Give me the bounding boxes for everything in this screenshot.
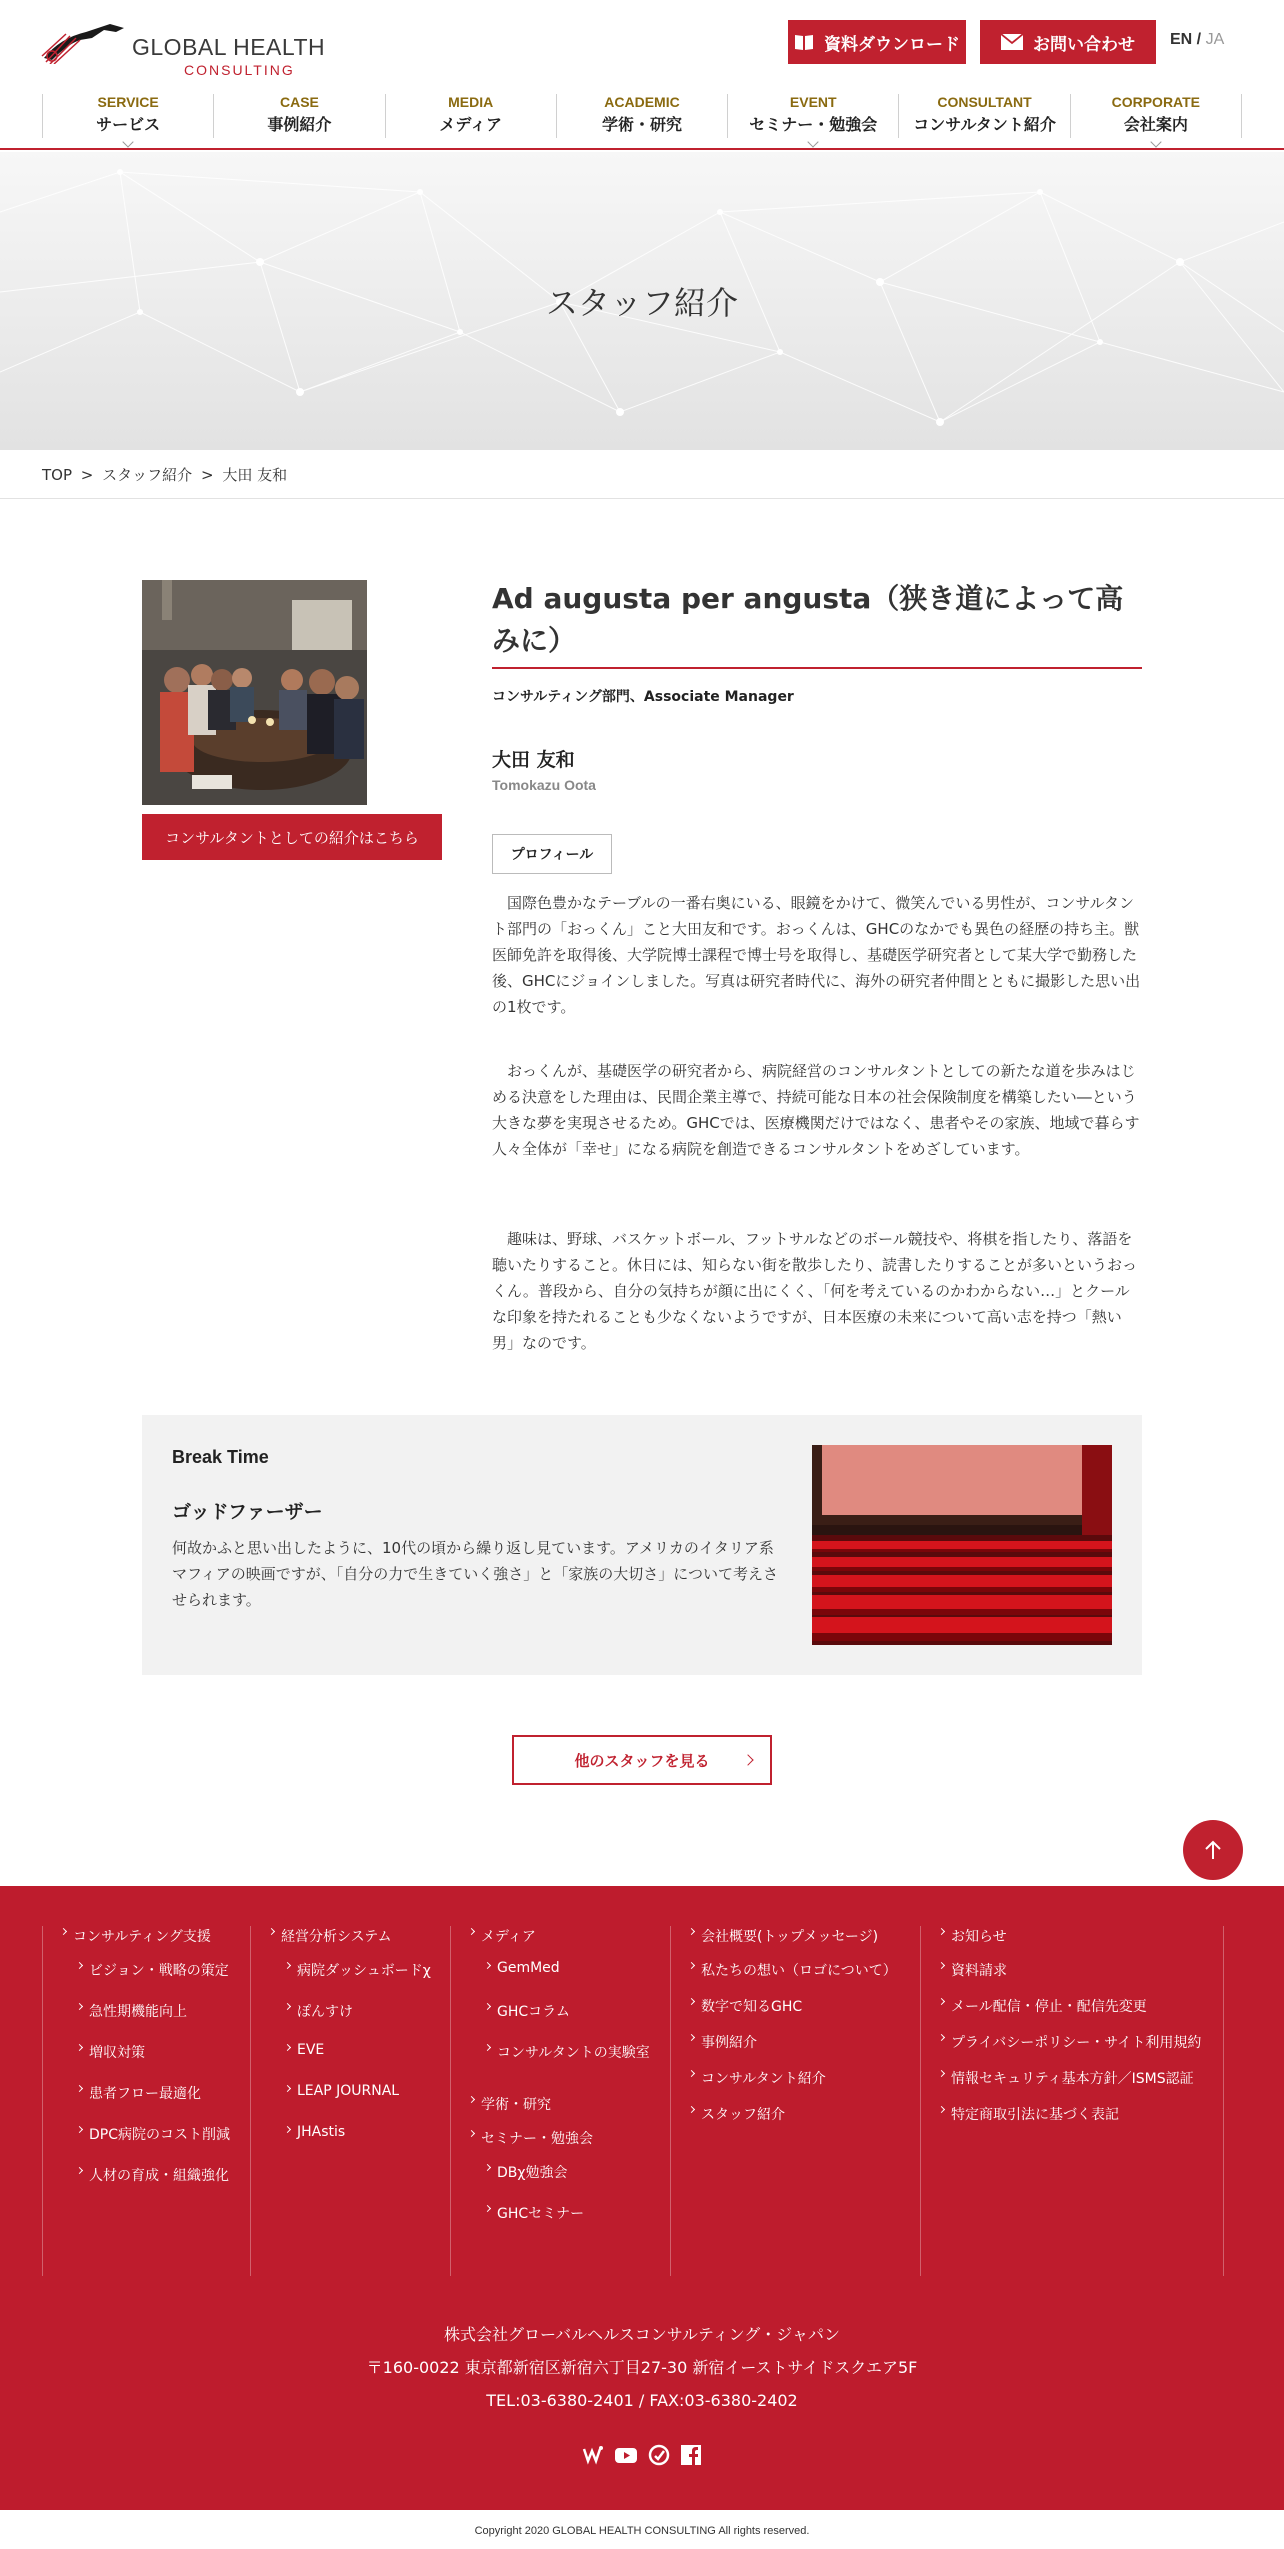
nav-ja-label: 事例紹介 — [267, 115, 332, 134]
break-time-box — [142, 1415, 1142, 1675]
breadcrumb-staff-link[interactable]: スタッフ紹介 — [102, 466, 193, 484]
department-title: コンサルティング部門、Associate Manager — [492, 689, 794, 705]
footer-column-systems — [250, 1926, 450, 2276]
staff-name-ja: 大田 友和 — [492, 749, 575, 771]
footer-link[interactable]: メール配信・停止・配信先変更 — [939, 1996, 1147, 2016]
company-name: 株式会社グローバルヘルスコンサルティング・ジャパン — [443, 2325, 840, 2344]
footer-link[interactable]: 数字で知るGHC — [689, 1996, 802, 2016]
company-phone: TEL:03-6380-2401 / FAX:03-6380-2402 — [486, 2391, 798, 2410]
breadcrumb-separator: > — [200, 466, 214, 484]
download-label: 資料ダウンロード — [824, 34, 960, 55]
footer-link[interactable]: 経営分析システム — [269, 1926, 392, 1946]
footer-link[interactable]: 情報セキュリティ基本方針／ISMS認証 — [939, 2068, 1194, 2088]
breadcrumb-separator: > — [80, 466, 94, 484]
footer-link[interactable]: コンサルタント紹介 — [689, 2068, 826, 2088]
book-icon — [794, 33, 814, 51]
contact-button[interactable] — [980, 20, 1156, 64]
nav-en-label: CASE — [279, 94, 319, 110]
nav-en-label: CORPORATE — [1111, 94, 1201, 110]
download-button[interactable] — [788, 20, 966, 64]
bio-paragraph: 国際色豊かなテーブルの一番右奥にいる、眼鏡をかけて、微笑んでいる男性が、コンサルタント部門の「おっくん」こと大田友和です。おっくんは、GHCのなかでも異色の経歴の持ち主。獣医師免許を取得後、大学院博士課程で博士号を取得し、基礎医学研究者として某大学で勤務した後、GHCにジョインしました。写真は研究者時代に、海外の研究者仲間とともに撮影した思い出の1枚です。 — [492, 894, 1141, 1016]
footer-link[interactable]: お知らせ — [939, 1926, 1007, 1946]
nav-ja-label: 学術・研究 — [601, 115, 682, 134]
nav-en-label: CONSULTANT — [937, 94, 1032, 110]
nav-item-case[interactable] — [213, 94, 384, 138]
profile-section-label: プロフィール — [492, 834, 612, 874]
contact-label: お問い合わせ — [1033, 34, 1135, 55]
company-address: 〒160-0022 東京都新宿区新宿六丁目27-30 新宿イーストサイドスクエア5F — [366, 2358, 918, 2377]
breadcrumb — [42, 464, 287, 485]
footer-column-media — [450, 1926, 670, 2276]
theater-image — [812, 1445, 1112, 1645]
footer-column-info — [920, 1926, 1224, 2276]
main-nav — [42, 94, 1242, 138]
footer-link[interactable]: 急性期機能向上 — [77, 2001, 187, 2021]
nav-ja-label: 会社案内 — [1123, 115, 1188, 134]
facebook-icon[interactable] — [680, 2444, 702, 2466]
nav-ja-label: サービス — [96, 115, 161, 134]
nav-ja-label: コンサルタント紹介 — [913, 115, 1056, 134]
youtube-icon[interactable] — [614, 2444, 638, 2466]
company-info — [0, 2318, 1284, 2417]
group-photo-image — [142, 580, 367, 805]
page-hero — [0, 152, 1284, 450]
site-header — [0, 0, 1284, 150]
breadcrumb-current: 大田 友和 — [222, 466, 288, 484]
wantedly-icon[interactable] — [582, 2444, 604, 2466]
breadcrumb-divider — [0, 498, 1284, 499]
nav-item-corporate[interactable] — [1070, 94, 1242, 138]
footer-link[interactable]: 人材の育成・組織強化 — [77, 2165, 229, 2185]
footer-link[interactable]: JHAstis — [285, 2124, 345, 2140]
nav-item-event[interactable] — [727, 94, 898, 138]
nav-en-label: SERVICE — [97, 94, 159, 110]
footer-link[interactable]: LEAP JOURNAL — [285, 2083, 399, 2099]
consultant-intro-button[interactable]: コンサルタントとしての紹介はこちら — [142, 814, 442, 860]
footer-link[interactable]: 資料請求 — [939, 1960, 1007, 1980]
footer-link[interactable]: ぽんすけ — [285, 2001, 353, 2021]
more-staff-button[interactable] — [512, 1735, 772, 1785]
chevron-down-icon — [808, 136, 819, 147]
footer-link[interactable]: コンサルティング支援 — [61, 1926, 211, 1946]
lang-ja-link[interactable]: JA — [1205, 31, 1225, 48]
chevron-down-icon — [122, 136, 133, 147]
chevron-right-icon — [742, 1754, 753, 1765]
chevron-down-icon — [1150, 136, 1161, 147]
nav-item-service[interactable] — [42, 94, 213, 138]
nav-en-label: ACADEMIC — [604, 94, 680, 110]
site-logo[interactable] — [40, 18, 326, 78]
logo-subtext: CONSULTING — [184, 62, 295, 78]
break-time-text: 何故かふと思い出したように、10代の頃から繰り返し見ています。アメリカのイタリア系マフィアの映画ですが、「自分の力で生きていく強さ」と「家族の大切さ」について考えさせられます。 — [172, 1539, 779, 1609]
footer-column-company — [670, 1926, 920, 2276]
headline-divider — [492, 667, 1142, 669]
footer-link[interactable]: 患者フロー最適化 — [77, 2083, 201, 2103]
footer-link[interactable]: 事例紹介 — [689, 2032, 757, 2052]
footer-link[interactable]: EVE — [285, 2042, 324, 2058]
bio-paragraph: おっくんが、基礎医学の研究者から、病院経営のコンサルタントとしての新たな道を歩みはじめる決意をした理由は、民間企業主導で、持続可能な日本の社会保険制度を構築したい―という大きな夢を実現させるため。GHCでは、医療機関だけではなく、患者やその家族、地域で暮らす人々全体が「幸せ」になる病院を創造できるコンサルタントをめざしています。 — [492, 1062, 1140, 1158]
back-to-top-button[interactable] — [1183, 1820, 1243, 1880]
nav-item-media[interactable] — [385, 94, 556, 138]
footer-link[interactable]: コンサルタントの実験室 — [485, 2042, 650, 2062]
footer-link[interactable]: 学術・研究 — [469, 2094, 551, 2114]
nav-item-consultant[interactable] — [898, 94, 1069, 138]
lang-separator: / — [1192, 31, 1206, 48]
footer-link[interactable]: 私たちの想い（ロゴについて） — [689, 1960, 897, 1980]
footer-link[interactable]: GHCセミナー — [485, 2203, 584, 2223]
footer-link[interactable]: 病院ダッシュボードχ — [285, 1960, 431, 1980]
bio-paragraph: 趣味は、野球、バスケットボール、フットサルなどのボール競技や、将棋を指したり、落語を聴いたりすること。休日には、知らない街を散歩したり、読書したりすることが多いというおっくん。普段から、自分の気持ちが顔に出にくく、「何を考えているのかわからない…」とクールな印象を持たれることも少なくないようですが、日本医療の未来について高い志を持つ「熱い男」なのです。 — [492, 1230, 1138, 1352]
arrow-up-icon — [1201, 1838, 1225, 1862]
logo-text: GLOBAL HEALTH — [132, 34, 326, 60]
more-staff-label: 他のスタッフを見る — [574, 1751, 710, 1770]
footer-link[interactable]: GHCコラム — [485, 2001, 570, 2021]
break-time-label: Break Time — [172, 1447, 269, 1467]
staff-name-en: Tomokazu Oota — [492, 777, 596, 793]
note-icon[interactable] — [648, 2444, 670, 2466]
nav-en-label: MEDIA — [448, 94, 494, 110]
footer-link[interactable]: GemMed — [485, 1960, 560, 1976]
footer-link[interactable]: プライバシーポリシー・サイト利用規約 — [939, 2032, 1201, 2052]
break-time-title: ゴッドファーザー — [172, 1501, 323, 1523]
footer-link[interactable]: DBχ勉強会 — [485, 2162, 567, 2182]
mail-icon — [1001, 34, 1023, 50]
page-title: スタッフ紹介 — [545, 284, 738, 322]
site-footer — [0, 1886, 1284, 2510]
nav-item-academic[interactable] — [556, 94, 727, 138]
footer-link[interactable]: ビジョン・戦略の策定 — [77, 1960, 229, 1980]
nav-ja-label: セミナー・勉強会 — [749, 115, 878, 134]
copyright: Copyright 2020 GLOBAL HEALTH CONSULTING All rights reserved. — [0, 2513, 1284, 2549]
footer-link[interactable]: 特定商取引法に基づく表記 — [939, 2104, 1119, 2124]
social-links — [580, 2444, 704, 2468]
staff-photo — [142, 580, 367, 805]
footer-link[interactable]: スタッフ紹介 — [689, 2104, 785, 2124]
theater-seats-image — [812, 1445, 1112, 1645]
footer-column-consulting — [42, 1926, 250, 2276]
nav-en-label: EVENT — [789, 94, 837, 110]
footer-link[interactable]: メディア — [469, 1926, 536, 1946]
footer-link[interactable]: 会社概要(トップメッセージ) — [689, 1926, 878, 1946]
lang-en-link[interactable]: EN — [1170, 31, 1193, 48]
footer-link[interactable]: DPC病院のコスト削減 — [77, 2124, 230, 2144]
language-switcher — [1170, 31, 1224, 49]
breadcrumb-top-link[interactable]: TOP — [42, 466, 73, 484]
logo-mark-icon — [40, 18, 130, 64]
nav-ja-label: メディア — [439, 115, 503, 134]
footer-link[interactable]: 増収対策 — [77, 2042, 145, 2062]
profile-headline: Ad augusta per angusta（狭き道によって高みに） — [492, 582, 1124, 657]
footer-link[interactable]: セミナー・勉強会 — [469, 2128, 593, 2148]
